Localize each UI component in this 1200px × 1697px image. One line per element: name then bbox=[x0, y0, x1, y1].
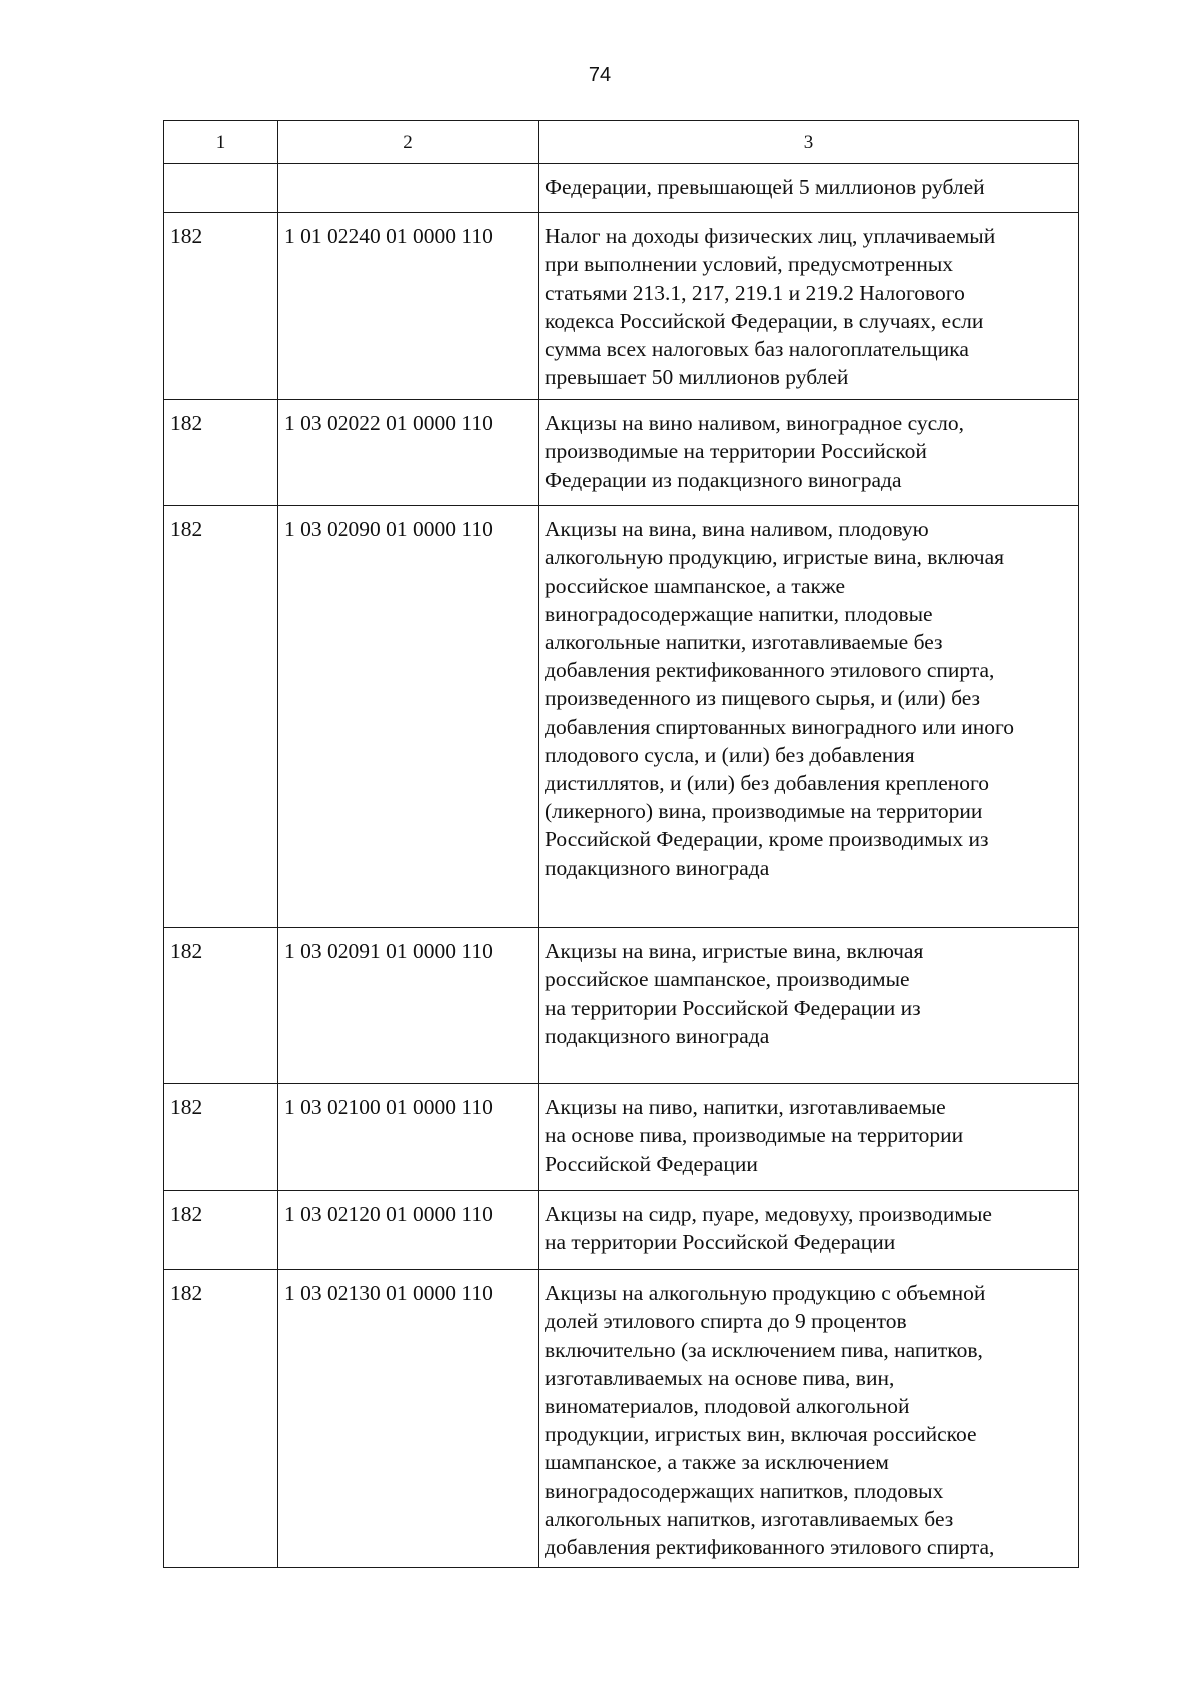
column-header-1: 1 bbox=[164, 121, 278, 164]
admin-cell bbox=[164, 164, 278, 213]
admin-cell: 182 bbox=[164, 1191, 278, 1270]
name-cell: Акцизы на вино наливом, виноградное сусло, производимые на территории Российской Федерации из подакцизного винограда bbox=[539, 400, 1079, 506]
code-cell: 1 01 02240 01 0000 110 bbox=[278, 213, 539, 400]
page-number: 74 bbox=[588, 64, 612, 86]
admin-cell: 182 bbox=[164, 400, 278, 506]
column-header-3: 3 bbox=[539, 121, 1079, 164]
table-row bbox=[164, 1270, 1079, 1568]
table-row bbox=[164, 213, 1079, 400]
admin-cell: 182 bbox=[164, 1270, 278, 1568]
admin-cell: 182 bbox=[164, 506, 278, 928]
table-row bbox=[164, 1084, 1079, 1191]
table-row bbox=[164, 506, 1079, 928]
code-cell: 1 03 02022 01 0000 110 bbox=[278, 400, 539, 506]
code-cell: 1 03 02120 01 0000 110 bbox=[278, 1191, 539, 1270]
name-cell: Акцизы на алкогольную продукцию с объемной долей этилового спирта до 9 процентов включительно (за исключением пива, напитков, изготавливаемых на основе пива, вин, виноматериалов, плодовой алкогольной продукции, игристых вин, включая российское шампанское, а также за исключением виноградосодержащих напитков, плодовых алкогольных напитков, изготавливаемых без добавления ректификованного этилового спирта, bbox=[539, 1270, 1079, 1568]
table-row bbox=[164, 1191, 1079, 1270]
budget-classification-table bbox=[163, 120, 1079, 1568]
code-cell: 1 03 02100 01 0000 110 bbox=[278, 1084, 539, 1191]
admin-cell: 182 bbox=[164, 1084, 278, 1191]
name-cell: Акцизы на сидр, пуаре, медовуху, производимые на территории Российской Федерации bbox=[539, 1191, 1079, 1270]
code-cell: 1 03 02091 01 0000 110 bbox=[278, 928, 539, 1084]
admin-cell: 182 bbox=[164, 928, 278, 1084]
code-cell: 1 03 02130 01 0000 110 bbox=[278, 1270, 539, 1568]
column-header-2: 2 bbox=[278, 121, 539, 164]
table-header-row bbox=[164, 121, 1079, 164]
name-cell: Акцизы на пиво, напитки, изготавливаемые на основе пива, производимые на территории Российской Федерации bbox=[539, 1084, 1079, 1191]
table-row bbox=[164, 928, 1079, 1084]
code-cell bbox=[278, 164, 539, 213]
name-cell: Федерации, превышающей 5 миллионов рублей bbox=[539, 164, 1079, 213]
name-cell: Акцизы на вина, вина наливом, плодовую алкогольную продукцию, игристые вина, включая российское шампанское, а также виноградосодержащие напитки, плодовые алкогольные напитки, изготавливаемые без добавления ректификованного этилового спирта, произведенного из пищевого сырья, и (или) без добавления спиртованных виноградного или иного плодового сусла, и (или) без добавления дистиллятов, и (или) без добавления крепленого (ликерного) вина, производимые на территории Российской Федерации, кроме производимых из подакцизного винограда bbox=[539, 506, 1079, 928]
admin-cell: 182 bbox=[164, 213, 278, 400]
table-row bbox=[164, 400, 1079, 506]
name-cell: Акцизы на вина, игристые вина, включая российское шампанское, производимые на территории Российской Федерации из подакцизного винограда bbox=[539, 928, 1079, 1084]
code-cell: 1 03 02090 01 0000 110 bbox=[278, 506, 539, 928]
table-row-continuation bbox=[164, 164, 1079, 213]
name-cell: Налог на доходы физических лиц, уплачиваемый при выполнении условий, предусмотренных статьями 213.1, 217, 219.1 и 219.2 Налогового кодекса Российской Федерации, в случаях, если сумма всех налоговых баз налогоплательщика превышает 50 миллионов рублей bbox=[539, 213, 1079, 400]
